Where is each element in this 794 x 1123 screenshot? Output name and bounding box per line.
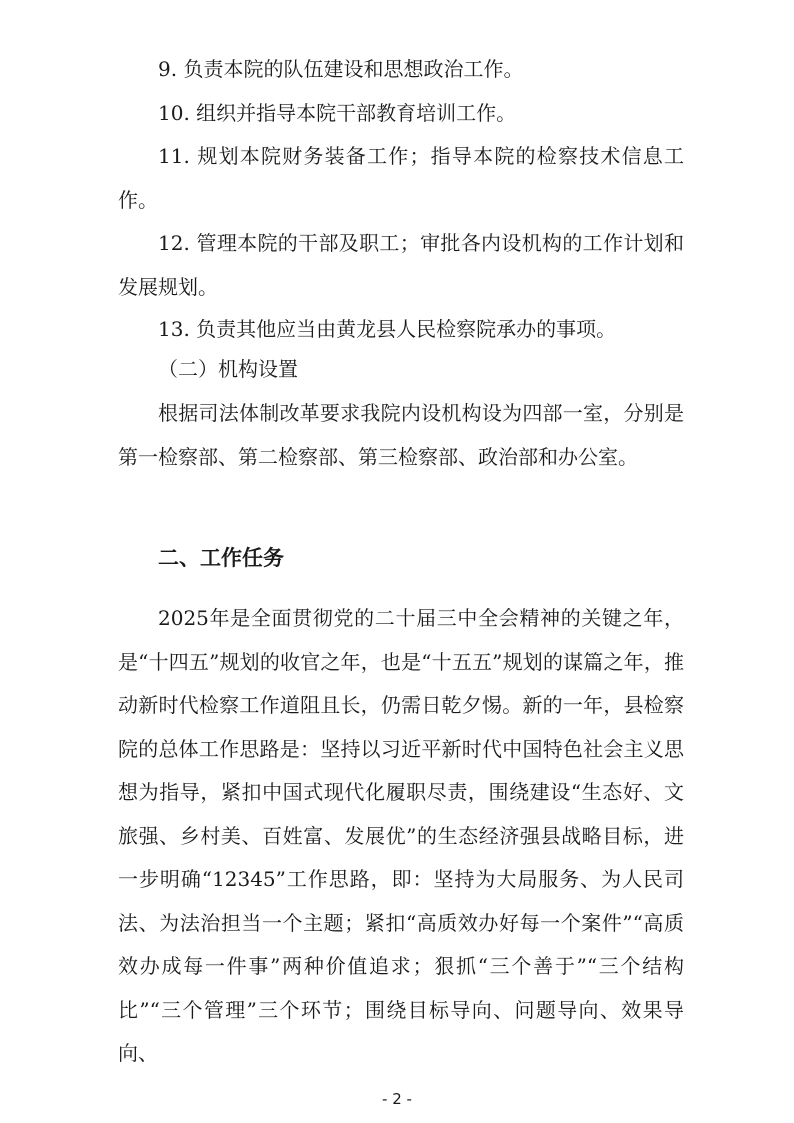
body-paragraph: 2025年是全面贯彻党的二十届三中全会精神的关键之年，是“十四五”规划的收官之年，也是“十五五”规划的谋篇之年，推动新时代检察工作道阻且长，仍需日乾夕惕。新的一年，县检察院的总体工作思路是：坚持以习近平新时代中国特色社会主义思想为指导，紧扣中国式现代化履职尽责，围绕建设“生态好、文旅强、乡村美、百姓富、发展优”的生态经济强县战略目标，进一步明确“12345”工作思路，即：坚持为大局服务、为人民司法、为法治担当一个主题；紧扣“高质效办好每一个案件”“高质效办成每一件事”两种价值追求；狠抓“三个善于”“三个结构比”“三个管理”三个环节；围绕目标导向、问题导向、效果导向、: [118, 606, 684, 1065]
list-item-11: 11. 规划本院财务装备工作；指导本院的检察技术信息工作。: [118, 144, 684, 212]
list-item-9: 9. 负责本院的队伍建设和思想政治工作。: [158, 57, 524, 81]
section-heading: 二、工作任务: [158, 546, 284, 570]
page-number: - 2 -: [382, 1090, 412, 1108]
subsection-paragraph: 根据司法体制改革要求我院内设机构设为四部一室，分别是第一检察部、第二检察部、第三检察部、政治部和办公室。: [118, 401, 684, 469]
subsection-title: （二）机构设置: [158, 357, 298, 381]
list-item-13: 13. 负责其他应当由黄龙县人民检察院承办的事项。: [158, 317, 617, 341]
list-item-10: 10. 组织并指导本院干部教育培训工作。: [158, 101, 517, 125]
list-item-12: 12. 管理本院的干部及职工；审批各内设机构的工作计划和发展规划。: [118, 231, 684, 299]
